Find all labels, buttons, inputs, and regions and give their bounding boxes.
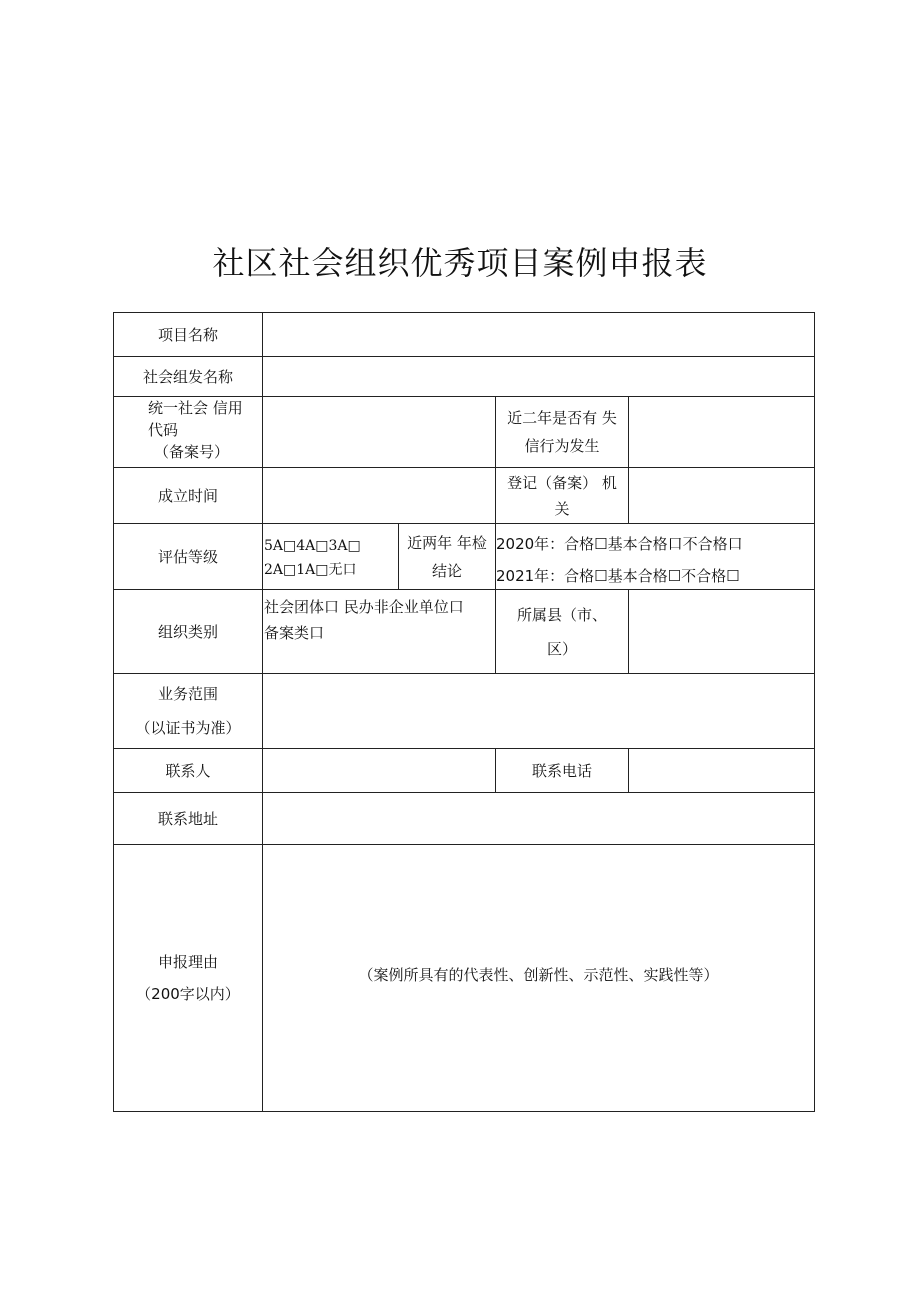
org-name-field[interactable] [262, 356, 815, 397]
reason-label-line1: 申报理由 [157, 953, 218, 971]
annual-inspection-label-line1: 近两年 年检 [407, 533, 487, 552]
annual-inspection-label [398, 523, 496, 590]
dishonesty-label-line2: 信行为发生 [524, 437, 600, 455]
phone-label: 联系电话 [495, 748, 629, 793]
project-name-field[interactable] [262, 312, 815, 357]
founded-label: 成立时间 [113, 467, 263, 524]
county-label-line1: 所属县（市、 [516, 605, 607, 624]
address-field[interactable] [262, 792, 815, 845]
credit-code-label-line1: 统一社会 信用 [148, 399, 243, 417]
credit-code-label [113, 396, 263, 468]
registrar-label-line1: 登记（备案） 机 [507, 473, 617, 492]
rating-options[interactable] [262, 523, 399, 590]
scope-label [113, 673, 263, 749]
contact-label: 联系人 [113, 748, 263, 793]
reason-label-line2: （200字以内） [136, 985, 240, 1003]
org-type-options-line2[interactable]: 备案类口 [264, 624, 325, 642]
annual-inspection-label-line2: 结论 [431, 561, 462, 580]
founded-field[interactable] [262, 467, 496, 524]
project-name-label: 项目名称 [113, 312, 263, 357]
annual-inspection-results[interactable] [495, 523, 815, 590]
annual-2021-result[interactable]: 2021年：合格☐基本合格☐不合格☐ [496, 567, 740, 585]
org-type-label: 组织类别 [113, 589, 263, 674]
registrar-label [495, 467, 629, 524]
scope-label-line1: 业务范围 [157, 685, 218, 703]
rating-options-line2[interactable]: 2A□1A□无口 [264, 562, 357, 578]
reason-label [113, 844, 263, 1112]
credit-code-label-line2: 代码 [148, 421, 179, 439]
org-type-options-line1[interactable]: 社会团体口 民办非企业单位口 [264, 598, 464, 616]
rating-options-line1[interactable]: 5A□4A□3A□ [264, 538, 361, 554]
scope-field[interactable] [262, 673, 815, 749]
credit-code-field[interactable] [262, 396, 496, 468]
credit-code-label-line3: （备案号） [154, 443, 230, 461]
org-type-options[interactable] [262, 589, 496, 674]
county-label-line2: 区） [546, 639, 577, 658]
county-label [495, 589, 629, 674]
registrar-field[interactable] [628, 467, 815, 524]
application-form [113, 312, 815, 1112]
registrar-label-line2: 关 [554, 499, 570, 518]
rating-label: 评估等级 [113, 523, 263, 590]
phone-field[interactable] [628, 748, 815, 793]
address-label: 联系地址 [113, 792, 263, 845]
dishonesty-label-line1: 近二年是否有 失 [507, 409, 617, 427]
reason-field[interactable] [262, 844, 815, 1112]
contact-field[interactable] [262, 748, 496, 793]
county-field[interactable] [628, 589, 815, 674]
scope-label-line2: （以证书为准） [135, 719, 241, 737]
org-name-label: 社会组发名称 [113, 356, 263, 397]
reason-note: （案例所具有的代表性、创新性、示范性、实践性等） [358, 966, 719, 984]
dishonesty-field[interactable] [628, 396, 815, 468]
annual-2020-result[interactable]: 2020年：合格☐基本合格口不合格口 [496, 535, 743, 553]
dishonesty-label [495, 396, 629, 468]
page-title: 社区社会组织优秀项目案例申报表 [212, 244, 708, 282]
